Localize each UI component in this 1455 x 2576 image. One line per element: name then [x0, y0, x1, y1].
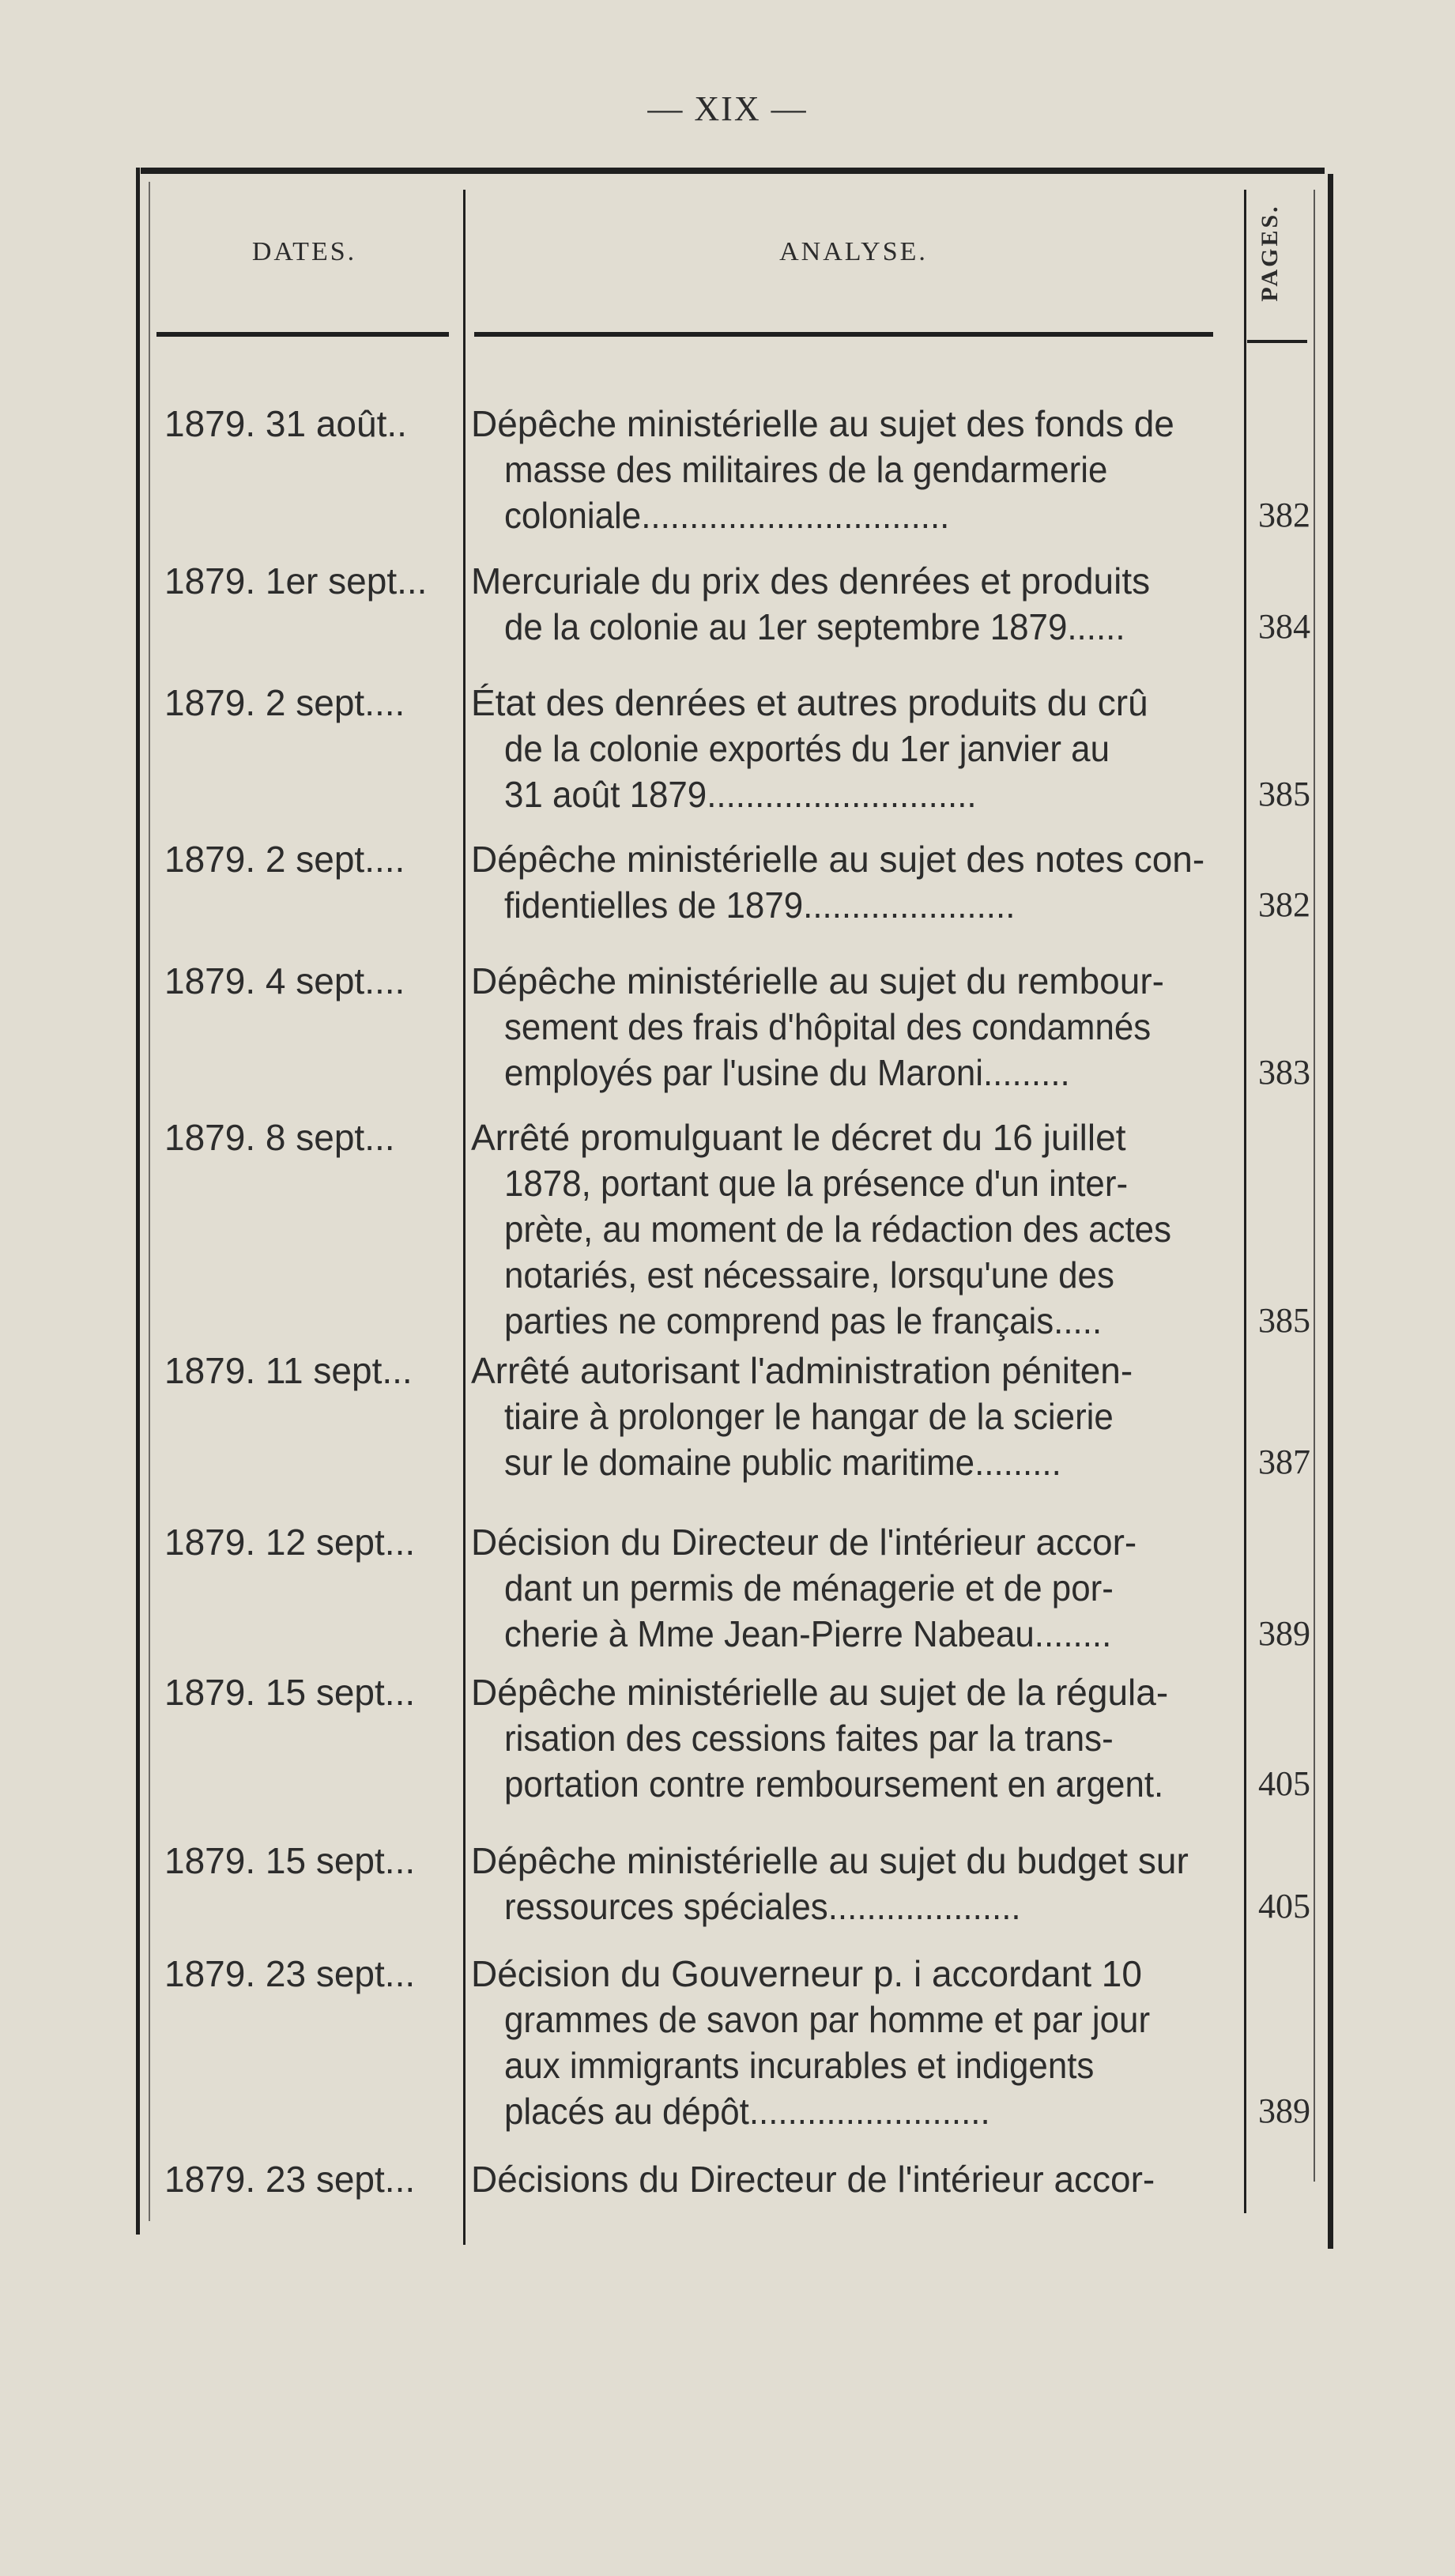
entry-date: 1879. 2 sept....: [164, 839, 405, 880]
entry-analysis: État des denrées et autres produits du crû de la colonie exportés du 1er janvier au 31 août 1879............................: [471, 682, 1148, 815]
page-number: — XIX —: [647, 89, 808, 128]
header-analysis: ANALYSE.: [779, 237, 928, 266]
entry-date: 1879. 11 sept...: [164, 1350, 413, 1391]
entry-page: 382: [1258, 885, 1310, 924]
right-border: [1328, 174, 1333, 2249]
entry-page: 383: [1258, 1053, 1310, 1092]
entry-analysis: Mercuriale du prix des denrées et produits de la colonie au 1er septembre 1879......: [471, 560, 1151, 647]
entry-analysis: Dépêche ministérielle au sujet des fonds de masse des militaires de la gendarmerie coloniale................................: [471, 403, 1174, 536]
entry-analysis: Dépêche ministérielle au sujet des notes con- fidentielles de 1879......................: [471, 839, 1205, 926]
entry-page: 389: [1258, 2091, 1310, 2130]
header-rule-pages: [1247, 340, 1307, 343]
entry-analysis: Décision du Gouverneur p. i accordant 10 grammes de savon par homme et par jour aux immigrants incurables et indigents placés au dépôt.........................: [471, 1953, 1151, 2132]
entry-date: 1879. 4 sept....: [164, 960, 405, 1001]
entry-analysis: Dépêche ministérielle au sujet de la régula- risation des cessions faites par la trans- portation contre remboursement en argent.: [471, 1672, 1169, 1805]
entry-date: 1879. 15 sept...: [164, 1840, 416, 1881]
left-border-inner: [149, 182, 150, 2221]
entry-analysis: Décisions du Directeur de l'intérieur accor-: [471, 2159, 1155, 2200]
header-dates: DATES.: [251, 237, 357, 266]
analysis-pages-divider: [1244, 190, 1246, 2213]
entry-page: 385: [1258, 1301, 1310, 1340]
header-pages: PAGES.: [1257, 204, 1283, 302]
entry-analysis: Arrêté autorisant l'administration péniten- tiaire à prolonger le hangar de la scierie sur le domaine public maritime.........: [471, 1350, 1133, 1483]
top-rule: [141, 168, 1325, 174]
header-rule-analysis: [474, 332, 1213, 337]
entry-page: 382: [1258, 496, 1310, 534]
left-border: [136, 168, 140, 2235]
entry-analysis: Dépêche ministérielle au sujet du budget sur ressources spéciales....................: [471, 1840, 1189, 1927]
entry-analysis: Dépêche ministérielle au sujet du rembour- sement des frais d'hôpital des condamnés employés par l'usine du Maroni.........: [471, 960, 1164, 1093]
header-rule-dates: [156, 332, 449, 337]
entry-date: 1879. 23 sept...: [164, 1953, 416, 1994]
entry-date: 1879. 12 sept...: [164, 1522, 416, 1563]
entry-analysis: Décision du Directeur de l'intérieur accor- dant un permis de ménagerie et de por- cherie à Mme Jean-Pierre Nabeau........: [471, 1522, 1137, 1654]
entry-date: 1879. 2 sept....: [164, 682, 405, 723]
entry-page: 405: [1258, 1887, 1310, 1925]
entry-page: 389: [1258, 1614, 1310, 1653]
entry-date: 1879. 8 sept...: [164, 1117, 395, 1158]
entry-page: 385: [1258, 775, 1310, 813]
entry-page: 384: [1258, 607, 1310, 646]
entry-date: 1879. 23 sept...: [164, 2159, 416, 2200]
right-border-inner: [1314, 190, 1315, 2182]
entry-date: 1879. 15 sept...: [164, 1672, 416, 1713]
entry-date: 1879. 31 août..: [164, 403, 407, 444]
entry-analysis: Arrêté promulguant le décret du 16 juillet 1878, portant que la présence d'un inter- prète, au moment de la rédaction des actes notariés, est nécessaire, lorsqu'une des parties ne comprend pas le français.....: [471, 1117, 1172, 1341]
entry-page: 387: [1258, 1443, 1310, 1481]
dates-analysis-divider: [463, 190, 466, 2245]
entry-page: 405: [1258, 1764, 1310, 1803]
entry-date: 1879. 1er sept...: [164, 560, 428, 602]
